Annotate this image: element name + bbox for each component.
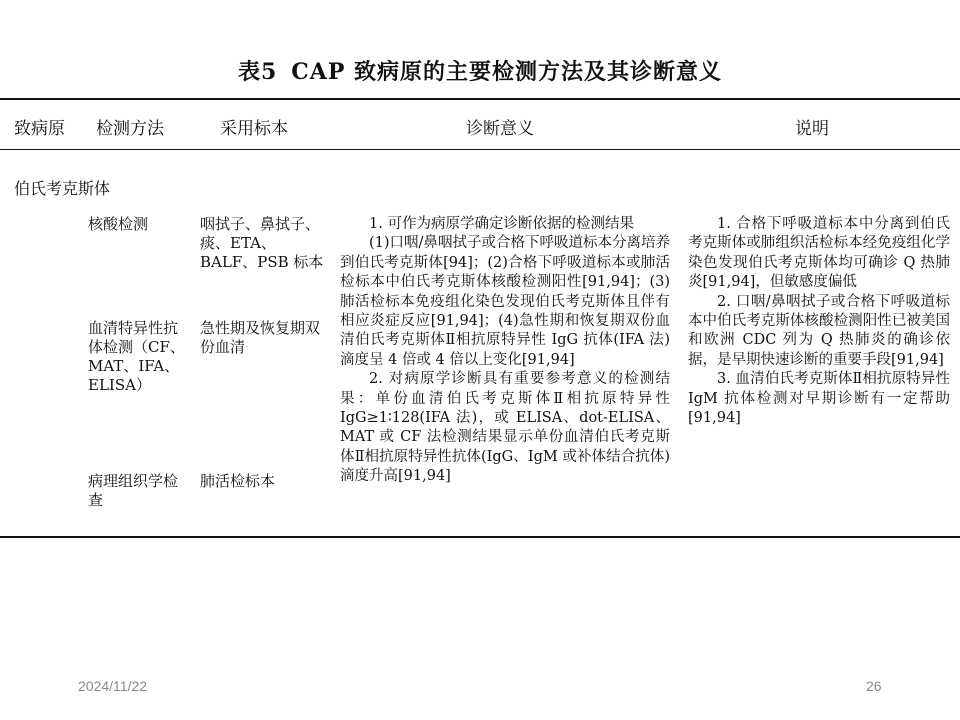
header-pathogen: 致病原 (14, 119, 65, 139)
notes-para-1: 1. 合格下呼吸道标本中分离到伯氏考克斯体或肺组织活检标本经免疫组化学染色发现伯氏考克斯体均可确诊 Q 热肺炎[91,94]，但敏感度偏低 (688, 216, 950, 291)
table-title-text: CAP 致病原的主要检测方法及其诊断意义 (291, 59, 723, 85)
table-number: 表5 (237, 59, 278, 85)
notes-column (688, 215, 950, 428)
significance-column (340, 215, 670, 487)
table-title (0, 55, 960, 86)
row-1-specimen: 咽拭子、鼻拭子、痰、ETA、BALF、PSB 标本 (200, 215, 324, 271)
footer-page-number: 26 (866, 678, 882, 694)
row-2-method: 血清特异性抗体检测（CF、MAT、IFA、ELISA） (88, 319, 185, 394)
row-1-method: 核酸检测 (88, 215, 149, 233)
notes-para-3: 3. 血清伯氏考克斯体Ⅱ相抗原特异性 IgM 抗体检测对早期诊断有一定帮助[91,94] (688, 371, 950, 427)
table-bottom-rule (0, 536, 960, 538)
table-top-rule (0, 98, 960, 100)
header-method: 检测方法 (96, 119, 164, 139)
row-2-specimen: 急性期及恢复期双份血清 (200, 319, 321, 356)
significance-para-3: 2. 对病原学诊断具有重要参考意义的检测结果：单份血清伯氏考克斯体Ⅱ相抗原特异性 IgG≥1∶128(IFA 法)，或 ELISA、dot-ELISA、MAT 或 CF 法检测结果显示单份血清伯氏考克斯体Ⅱ相抗原特异性抗体(IgG、IgM 或补体结合抗体)滴度升高[91,94] (340, 371, 670, 485)
significance-para-2: (1)口咽/鼻咽拭子或合格下呼吸道标本分离培养到伯氏考克斯体[94]；(2)合格下呼吸道标本或肺活检标本中伯氏考克斯体核酸检测阳性[91,94]；(3)肺活检标本免疫组化染色发现伯氏考克斯体且伴有相应炎症反应[91,94]；(4)急性期和恢复期双份血清伯氏考克斯体Ⅱ相抗原特异性 IgG 抗体(IFA 法)滴度呈 4 倍或 4 倍以上变化[91,94] (340, 235, 670, 368)
pathogen-name: 伯氏考克斯体 (14, 179, 111, 198)
header-significance: 诊断意义 (466, 119, 534, 139)
table-header-rule (0, 149, 960, 150)
footer-date: 2024/11/22 (78, 678, 148, 694)
header-notes: 说明 (795, 119, 829, 139)
row-3-specimen: 肺活检标本 (200, 472, 276, 490)
row-3-method: 病理组织学检查 (88, 472, 179, 509)
header-specimen: 采用标本 (220, 119, 288, 139)
significance-para-1: 1. 可作为病原学确定诊断依据的检测结果 (369, 216, 634, 232)
notes-para-2: 2. 口咽/鼻咽拭子或合格下呼吸道标本中伯氏考克斯体核酸检测阳性已被美国和欧洲 CDC 列为 Q 热肺炎的确诊依据，是早期快速诊断的重要手段[91,94] (688, 293, 950, 368)
